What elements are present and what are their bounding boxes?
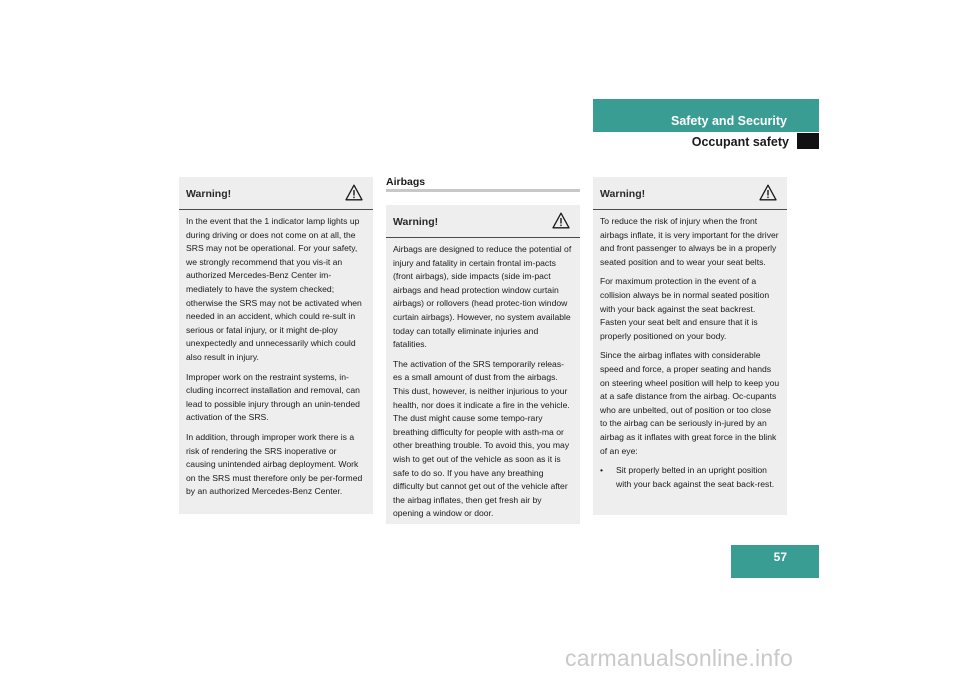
warning-paragraph: Improper work on the restraint systems, in-cluding incorrect installation and removal, can lead to possible injury through an unin-tended activation of the SRS. (186, 371, 360, 423)
warning-paragraph: Airbags are designed to reduce the potential of injury and fatality in certain frontal im-pacts (front airbags), side impacts (side im-pact airbags and head protection window curtain airbags) or rollovers (head protec-tion window curtain airbags). However, no system available today can totally eliminate injuries and fatalities. (393, 244, 572, 350)
subsection-title: Occupant safety (691, 135, 789, 149)
warning-label: Warning! (186, 188, 232, 200)
warning-box-middle (386, 205, 580, 524)
warning-text (179, 210, 373, 499)
warning-box-right (593, 177, 787, 515)
warning-triangle-icon (345, 184, 363, 201)
section-title-header: Safety and Security (670, 114, 787, 128)
section-header-bar (593, 99, 819, 132)
warning-text (593, 210, 787, 491)
warning-paragraph: For maximum protection in the event of a collision always be in normal seated position with your back against the seat backrest. Fasten your seat belt and ensure that it is properly positioned on your body. (600, 276, 770, 341)
header-marker-block (797, 133, 819, 149)
warning-triangle-icon (552, 212, 570, 229)
section-divider (386, 189, 580, 192)
warning-header (593, 177, 787, 210)
bullet-item (600, 464, 780, 491)
page-number-box (731, 545, 819, 578)
warning-triangle-icon (759, 184, 777, 201)
warning-paragraph: In the event that the 1 indicator lamp lights up during driving or does not come on at all, the SRS may not be operational. For your safety, we strongly recommend that you vis-it an authorized Mercedes-Benz Center im-mediately to have the system checked; otherwise the SRS may not be activated when needed in an accident, which could re-sult in serious or fatal injury, or it might de-ploy unexpectedly and unnecessarily which could also result in injury. (186, 216, 362, 362)
bullet-mark: • (600, 465, 604, 476)
page-number: 57 (773, 550, 787, 564)
warning-header (386, 205, 580, 238)
airbags-heading: Airbags (386, 176, 426, 188)
warning-header (179, 177, 373, 210)
warning-text (386, 238, 580, 521)
warning-label: Warning! (393, 216, 439, 228)
warning-label: Warning! (600, 188, 646, 200)
warning-paragraph: To reduce the risk of injury when the front airbags inflate, it is very important for the driver and front passenger to always be in a properly seated position and to wear your seat belts. (600, 216, 779, 267)
warning-box-left (179, 177, 373, 514)
bullet-text: Sit properly belted in an upright position with your back against the seat back-rest. (616, 465, 775, 489)
warning-paragraph: The activation of the SRS temporarily releas-es a small amount of dust from the airbags. This dust, however, is neither injurious to your health, nor does it indicate a fire in the vehicle. The dust might cause some tempo-rary breathing difficulty for people with asth-ma or other breathing trouble. To avoid this, you may wish to get out of the vehicle as soon as it is safe to do so. If you have any breathing difficulty but cannot get out of the vehicle after the airbag inflates, then get fresh air by opening a window or door. (393, 358, 570, 519)
warning-paragraph: In addition, through improper work there is a risk of rendering the SRS inoperative or causing unintended airbag deployment. Work on the SRS must therefore only be per-formed by an authorized Mercedes-Benz Center. (186, 431, 363, 497)
watermark: carmanualsonline.info (565, 645, 793, 671)
warning-paragraph: Since the airbag inflates with considerable speed and force, a proper seating and hands on steering wheel position will help to keep you at a safe distance from the airbag. Oc-cupants who are unbelted, out of position or too close to the airbag can be seriously in-jured by an airbag as it inflates with great force in the blink of an eye: (600, 350, 780, 456)
